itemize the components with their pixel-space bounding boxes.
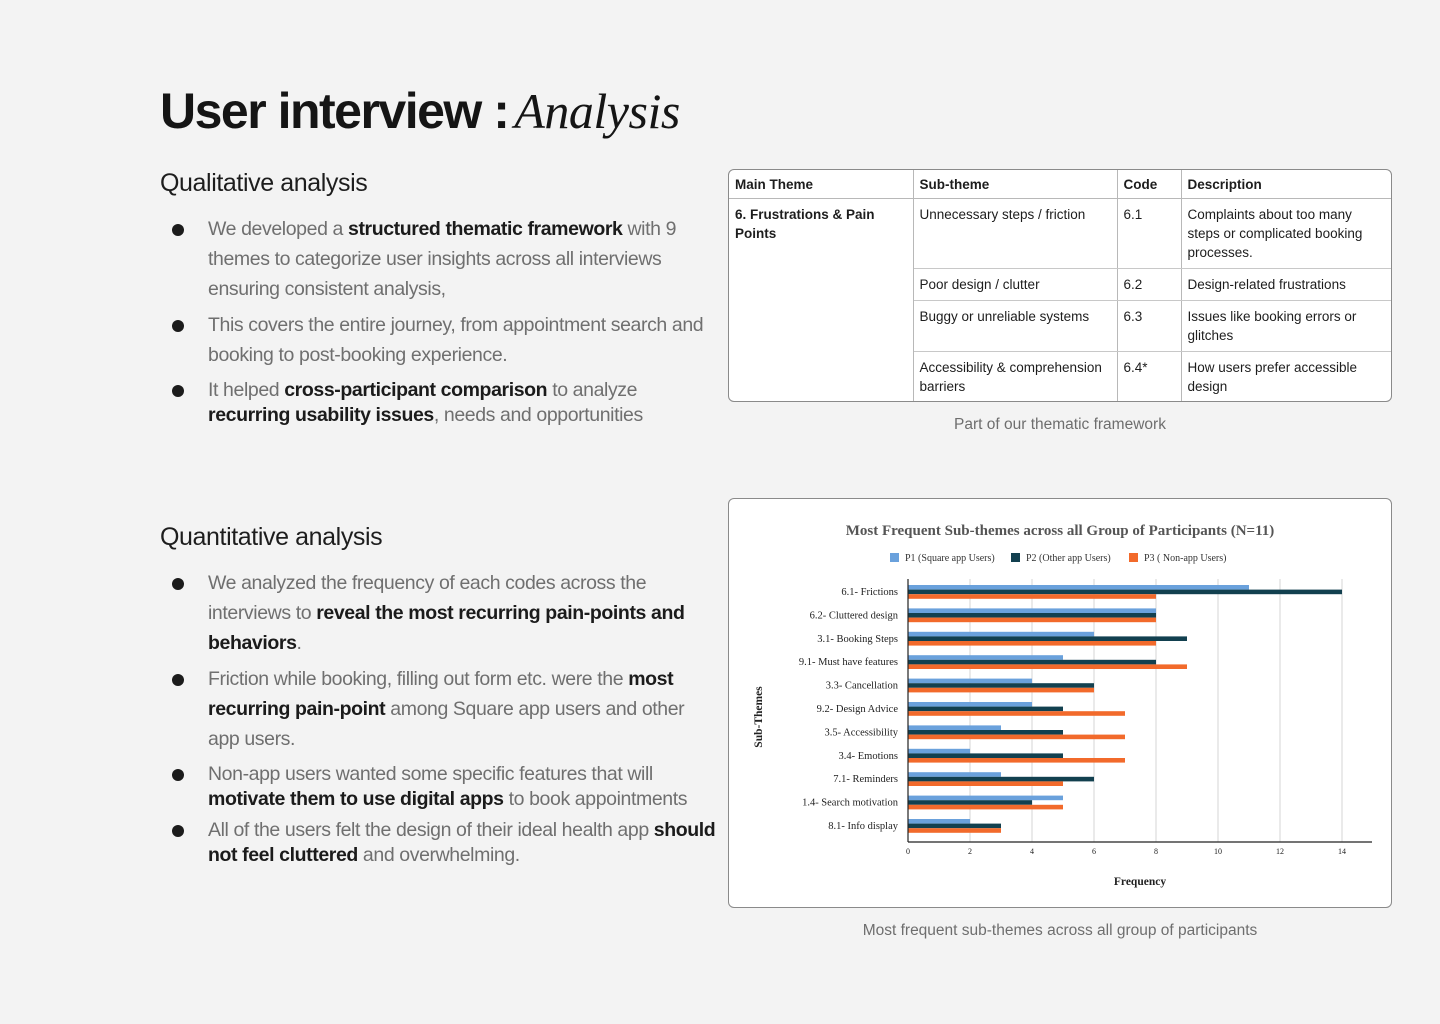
bullet-text: among Square app users and other app users. — [208, 698, 685, 750]
page-title-main: User interview : — [160, 83, 509, 139]
bullet-item — [172, 664, 717, 754]
sub-theme-cell: Accessibility & comprehension barriers — [913, 352, 1117, 403]
bullet-emphasis: most recurring pain-point — [208, 668, 674, 720]
bullet-text: We developed a — [208, 218, 348, 240]
bullet-text: All of the users felt the design of their ideal health app — [208, 819, 654, 841]
bullet-emphasis: should not feel cluttered — [208, 819, 716, 866]
legend-label: P3 ( Non-app Users) — [1144, 553, 1227, 564]
bar-1 — [908, 632, 1094, 637]
bullet-text: , needs and opportunities — [433, 404, 643, 426]
y-tick-label: 9.2- Design Advice — [816, 704, 898, 715]
bar-2 — [908, 613, 1156, 618]
page-title-italic: Analysis — [514, 83, 680, 139]
qualitative-heading: Qualitative analysis — [160, 169, 368, 197]
bar-3 — [908, 711, 1125, 716]
table-header-sub-theme: Sub-theme — [913, 170, 1117, 199]
description-cell: How users prefer accessible design — [1187, 360, 1358, 394]
subthemes-chart-card — [728, 498, 1392, 908]
bullet-text: to book appointments — [503, 788, 688, 810]
thematic-framework-table — [728, 169, 1392, 402]
bullet-text: . — [296, 632, 302, 654]
subthemes-bar-chart — [729, 499, 1391, 907]
bar-3 — [908, 828, 1001, 833]
x-tick-label: 4 — [1030, 847, 1034, 856]
quantitative-bullet-list — [172, 568, 717, 868]
bullet-dot-icon — [172, 578, 184, 590]
bullet-text: Non-app users wanted some specific features that will — [208, 763, 653, 785]
bar-3 — [908, 781, 1063, 786]
bar-2 — [908, 636, 1187, 641]
bullet-text: with 9 themes to categorize user insights across all interviews ensuring consistent analysis, — [208, 218, 677, 300]
legend-swatch — [890, 553, 899, 562]
main-theme-cell: 6. Frustrations & Pain Points — [729, 199, 913, 403]
sub-theme-cell: Poor design / clutter — [913, 269, 1117, 301]
bar-1 — [908, 702, 1032, 707]
bar-3 — [908, 688, 1094, 693]
bullet-item — [172, 214, 717, 304]
bar-1 — [908, 608, 1156, 613]
bullet-dot-icon — [172, 674, 184, 686]
bullet-text: This covers the entire journey, from appointment search and booking to post-booking experience. — [208, 314, 704, 366]
bullet-dot-icon — [172, 769, 184, 781]
bullet-dot-icon — [172, 385, 184, 397]
bar-3 — [908, 758, 1125, 763]
bar-1 — [908, 772, 1001, 777]
legend-swatch — [1129, 553, 1138, 562]
bar-2 — [908, 753, 1063, 758]
x-axis-label: Frequency — [1113, 876, 1167, 888]
legend-label: P1 (Square app Users) — [905, 553, 995, 564]
bar-2 — [908, 730, 1063, 735]
bar-2 — [908, 683, 1094, 688]
qualitative-bullet-list — [172, 214, 717, 428]
table-header-row — [729, 170, 1391, 199]
table-caption: Part of our thematic framework — [954, 416, 1166, 433]
table-header-code: Code — [1117, 170, 1181, 199]
y-tick-label: 6.2- Cluttered design — [809, 610, 898, 622]
bullet-item — [172, 378, 717, 428]
bar-3 — [908, 805, 1063, 810]
y-tick-label: 1.4- Search motivation — [802, 797, 898, 809]
x-tick-label: 12 — [1276, 847, 1284, 856]
page-title — [160, 82, 680, 140]
bullet-emphasis: reveal the most recurring pain-points and behaviors — [208, 602, 685, 654]
x-tick-label: 2 — [968, 847, 972, 856]
bar-1 — [908, 725, 1001, 730]
bar-2 — [908, 777, 1094, 782]
y-tick-label: 7.1- Reminders — [833, 774, 898, 786]
bar-3 — [908, 641, 1156, 646]
table-header-main-theme: Main Theme — [729, 170, 913, 199]
bullet-text: and overwhelming. — [357, 844, 520, 866]
y-tick-label: 8.1- Info display — [828, 821, 898, 832]
bullet-text: to analyze — [547, 379, 638, 401]
y-tick-label: 3.5- Accessibility — [824, 727, 898, 739]
code-cell: 6.1 — [1117, 199, 1181, 269]
x-tick-label: 6 — [1092, 847, 1096, 856]
bar-1 — [908, 819, 970, 824]
y-tick-label: 3.3- Cancellation — [825, 680, 898, 692]
legend-swatch — [1011, 553, 1020, 562]
bullet-text: It helped — [208, 379, 285, 401]
bar-2 — [908, 590, 1342, 595]
x-tick-label: 0 — [906, 847, 910, 856]
bullet-item — [172, 762, 717, 812]
bullet-emphasis: cross-participant comparison — [284, 379, 548, 401]
y-tick-label: 3.1- Booking Steps — [817, 633, 898, 645]
bar-3 — [908, 594, 1156, 599]
description-cell: Issues like booking errors or glitches — [1181, 301, 1391, 352]
x-tick-label: 8 — [1154, 847, 1158, 856]
bar-1 — [908, 796, 1063, 801]
quantitative-heading: Quantitative analysis — [160, 523, 383, 551]
sub-theme-cell: Unnecessary steps / friction — [913, 199, 1117, 269]
bar-2 — [908, 824, 1001, 829]
bullet-dot-icon — [172, 224, 184, 236]
description-cell: Design-related frustrations — [1181, 269, 1391, 301]
bar-2 — [908, 800, 1032, 805]
chart-caption: Most frequent sub-themes across all group of participants — [862, 922, 1258, 939]
bullet-text: Friction while booking, filling out form etc. were the — [208, 668, 629, 690]
bar-2 — [908, 707, 1063, 712]
bar-1 — [908, 655, 1063, 660]
bar-1 — [908, 679, 1032, 684]
bullet-item — [172, 310, 717, 370]
bullet-dot-icon — [172, 320, 184, 332]
code-cell: 6.3 — [1117, 301, 1181, 352]
x-tick-label: 14 — [1338, 847, 1346, 856]
bar-3 — [908, 618, 1156, 623]
x-tick-label: 10 — [1214, 847, 1222, 856]
y-tick-label: 3.4- Emotions — [838, 750, 898, 762]
bullet-emphasis: structured thematic framework — [348, 218, 623, 240]
bar-3 — [908, 735, 1125, 740]
table-row — [729, 199, 1391, 269]
bullet-text: We analyzed the frequency of each codes across the interviews to — [208, 572, 647, 624]
y-axis-label: Sub-Themes — [753, 686, 765, 748]
code-cell: 6.4* — [1117, 352, 1181, 403]
bullet-emphasis: recurring usability issues — [208, 404, 434, 426]
sub-theme-cell: Buggy or unreliable systems — [913, 301, 1117, 352]
bar-2 — [908, 660, 1156, 665]
bullet-dot-icon — [172, 825, 184, 837]
table-header-description: Description — [1181, 170, 1391, 199]
legend-label: P2 (Other app Users) — [1026, 553, 1111, 564]
bar-1 — [908, 749, 970, 754]
bar-1 — [908, 585, 1249, 590]
description-cell: Complaints about too many steps or complicated booking processes. — [1181, 199, 1391, 269]
chart-title: Most Frequent Sub-themes across all Group of Participants (N=11) — [845, 523, 1275, 539]
bullet-emphasis: motivate them to use digital apps — [208, 788, 504, 810]
y-tick-label: 9.1- Must have features — [798, 657, 898, 669]
bar-3 — [908, 664, 1187, 669]
code-cell: 6.2 — [1117, 269, 1181, 301]
bullet-item — [172, 568, 717, 658]
bullet-item — [172, 818, 717, 868]
y-tick-label: 6.1- Frictions — [841, 587, 898, 598]
